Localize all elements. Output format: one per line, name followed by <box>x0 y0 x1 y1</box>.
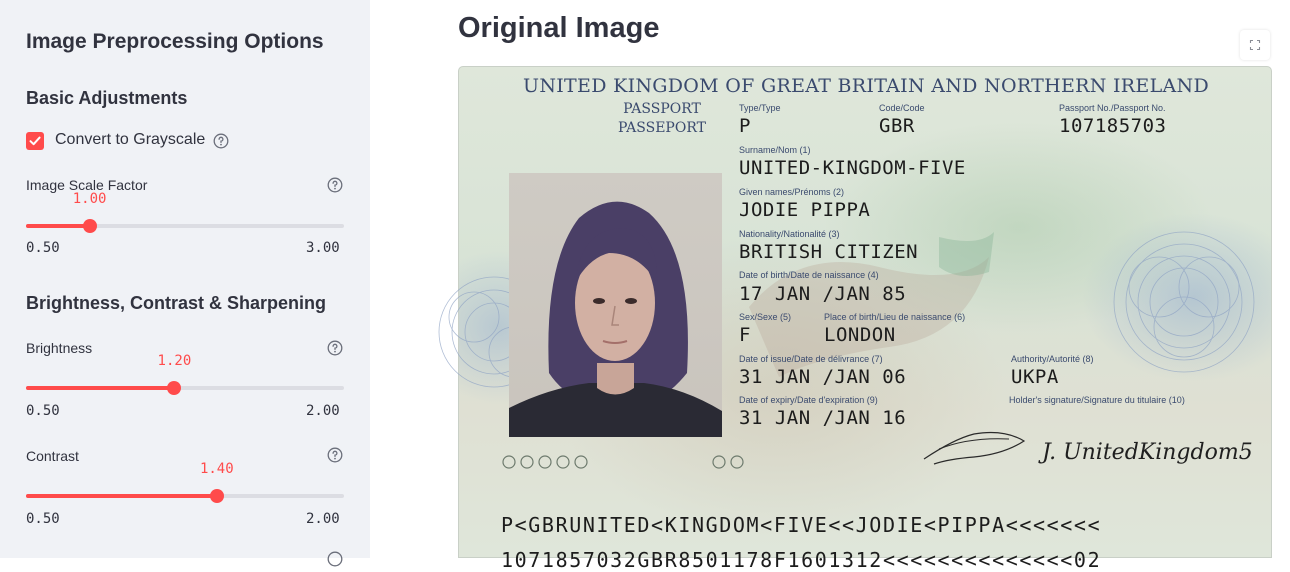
grayscale-checkbox[interactable] <box>26 132 44 150</box>
issue-date-value: 31 JAN /JAN 06 <box>739 366 907 388</box>
guilloche-pattern <box>1099 217 1269 387</box>
help-icon[interactable] <box>327 177 343 193</box>
authority-label: Authority/Autorité (8) <box>1011 354 1094 364</box>
mrz-line-1: P<GBRUNITED<KINGDOM<FIVE<<JODIE<PIPPA<<<<<<< <box>501 513 1102 537</box>
bcs-heading: Brightness, Contrast & Sharpening <box>26 293 327 313</box>
scale-slider-label: Image Scale Factor <box>26 177 148 193</box>
pattern-ornament <box>499 452 589 472</box>
help-icon[interactable] <box>327 340 343 356</box>
fullscreen-button[interactable] <box>1240 30 1270 60</box>
surname-label: Surname/Nom (1) <box>739 145 811 155</box>
issue-date-label: Date of issue/Date de délivrance (7) <box>739 354 883 364</box>
brightness-slider[interactable] <box>26 353 344 390</box>
given-names-label: Given names/Prénoms (2) <box>739 187 845 197</box>
brightness-slider-max: 2.00 <box>306 403 340 419</box>
scale-slider-min: 0.50 <box>26 240 60 256</box>
help-icon[interactable] <box>213 133 229 149</box>
sidebar <box>0 0 370 558</box>
given-names-value: JODIE PIPPA <box>739 199 871 221</box>
passport-number-value: 107185703 <box>1059 115 1167 137</box>
check-icon <box>28 134 42 148</box>
expiry-date-label: Date of expiry/Date d'expiration (9) <box>739 395 878 405</box>
contrast-slider-thumb[interactable] <box>199 461 234 503</box>
nationality-label: Nationality/Nationalité (3) <box>739 229 840 239</box>
contrast-slider-value: 1.40 <box>199 461 234 477</box>
scale-slider-max: 3.00 <box>306 240 340 256</box>
code-label: Code/Code <box>879 103 925 113</box>
contrast-slider-fill <box>26 494 217 498</box>
contrast-slider[interactable] <box>26 461 344 498</box>
pattern-ornament <box>709 452 749 472</box>
signature-label: Holder's signature/Signature du titulaire (10) <box>1009 395 1185 405</box>
pob-value: LONDON <box>824 324 896 346</box>
help-icon[interactable] <box>327 551 343 567</box>
passport-number-label: Passport No./Passport No. <box>1059 103 1166 113</box>
sidebar-title: Image Preprocessing Options <box>26 30 324 53</box>
contrast-slider-label: Contrast <box>26 448 79 464</box>
brightness-slider-label: Brightness <box>26 340 93 356</box>
page-title: Original Image <box>458 12 660 44</box>
dob-value: 17 JAN /JAN 85 <box>739 283 907 305</box>
grayscale-label[interactable]: Convert to Grayscale <box>55 131 206 148</box>
type-value: P <box>739 115 751 137</box>
holder-photo <box>509 173 722 437</box>
pob-label: Place of birth/Lieu de naissance (6) <box>824 312 966 322</box>
contrast-slider-min: 0.50 <box>26 511 60 527</box>
code-value: GBR <box>879 115 915 137</box>
passport-doc-label-fr: PASSEPORT <box>618 120 706 136</box>
expiry-date-value: 31 JAN /JAN 16 <box>739 407 907 429</box>
brightness-slider-fill <box>26 386 174 390</box>
mrz-line-2: 1071857032GBR8501178F1601312<<<<<<<<<<<<<<02 <box>501 548 1102 572</box>
dob-label: Date of birth/Date de naissance (4) <box>739 270 879 280</box>
authority-value: UKPA <box>1011 366 1059 388</box>
sex-label: Sex/Sexe (5) <box>739 312 792 322</box>
scale-slider-value: 1.00 <box>72 191 107 207</box>
scale-slider-thumb[interactable] <box>72 191 107 233</box>
brightness-slider-min: 0.50 <box>26 403 60 419</box>
basic-adjustments-heading: Basic Adjustments <box>26 88 188 108</box>
fullscreen-icon <box>1250 40 1260 50</box>
passport-country-header: UNITED KINGDOM OF GREAT BRITAIN AND NORTHERN IRELAND <box>523 75 1209 97</box>
passport-doc-label: PASSPORT <box>623 101 701 117</box>
contrast-slider-max: 2.00 <box>306 511 340 527</box>
brightness-slider-thumb[interactable] <box>157 353 192 395</box>
original-image <box>458 66 1272 572</box>
help-icon[interactable] <box>327 447 343 463</box>
brightness-slider-value: 1.20 <box>157 353 192 369</box>
nationality-value: BRITISH CITIZEN <box>739 241 919 263</box>
scale-slider[interactable] <box>26 191 344 228</box>
type-label: Type/Type <box>739 103 781 113</box>
sex-value: F <box>739 324 751 346</box>
holder-signature <box>914 419 1253 479</box>
scale-slider-fill <box>26 224 90 228</box>
signature-text: J. UnitedKingdom5 <box>1042 440 1253 465</box>
surname-value: UNITED-KINGDOM-FIVE <box>739 157 966 179</box>
